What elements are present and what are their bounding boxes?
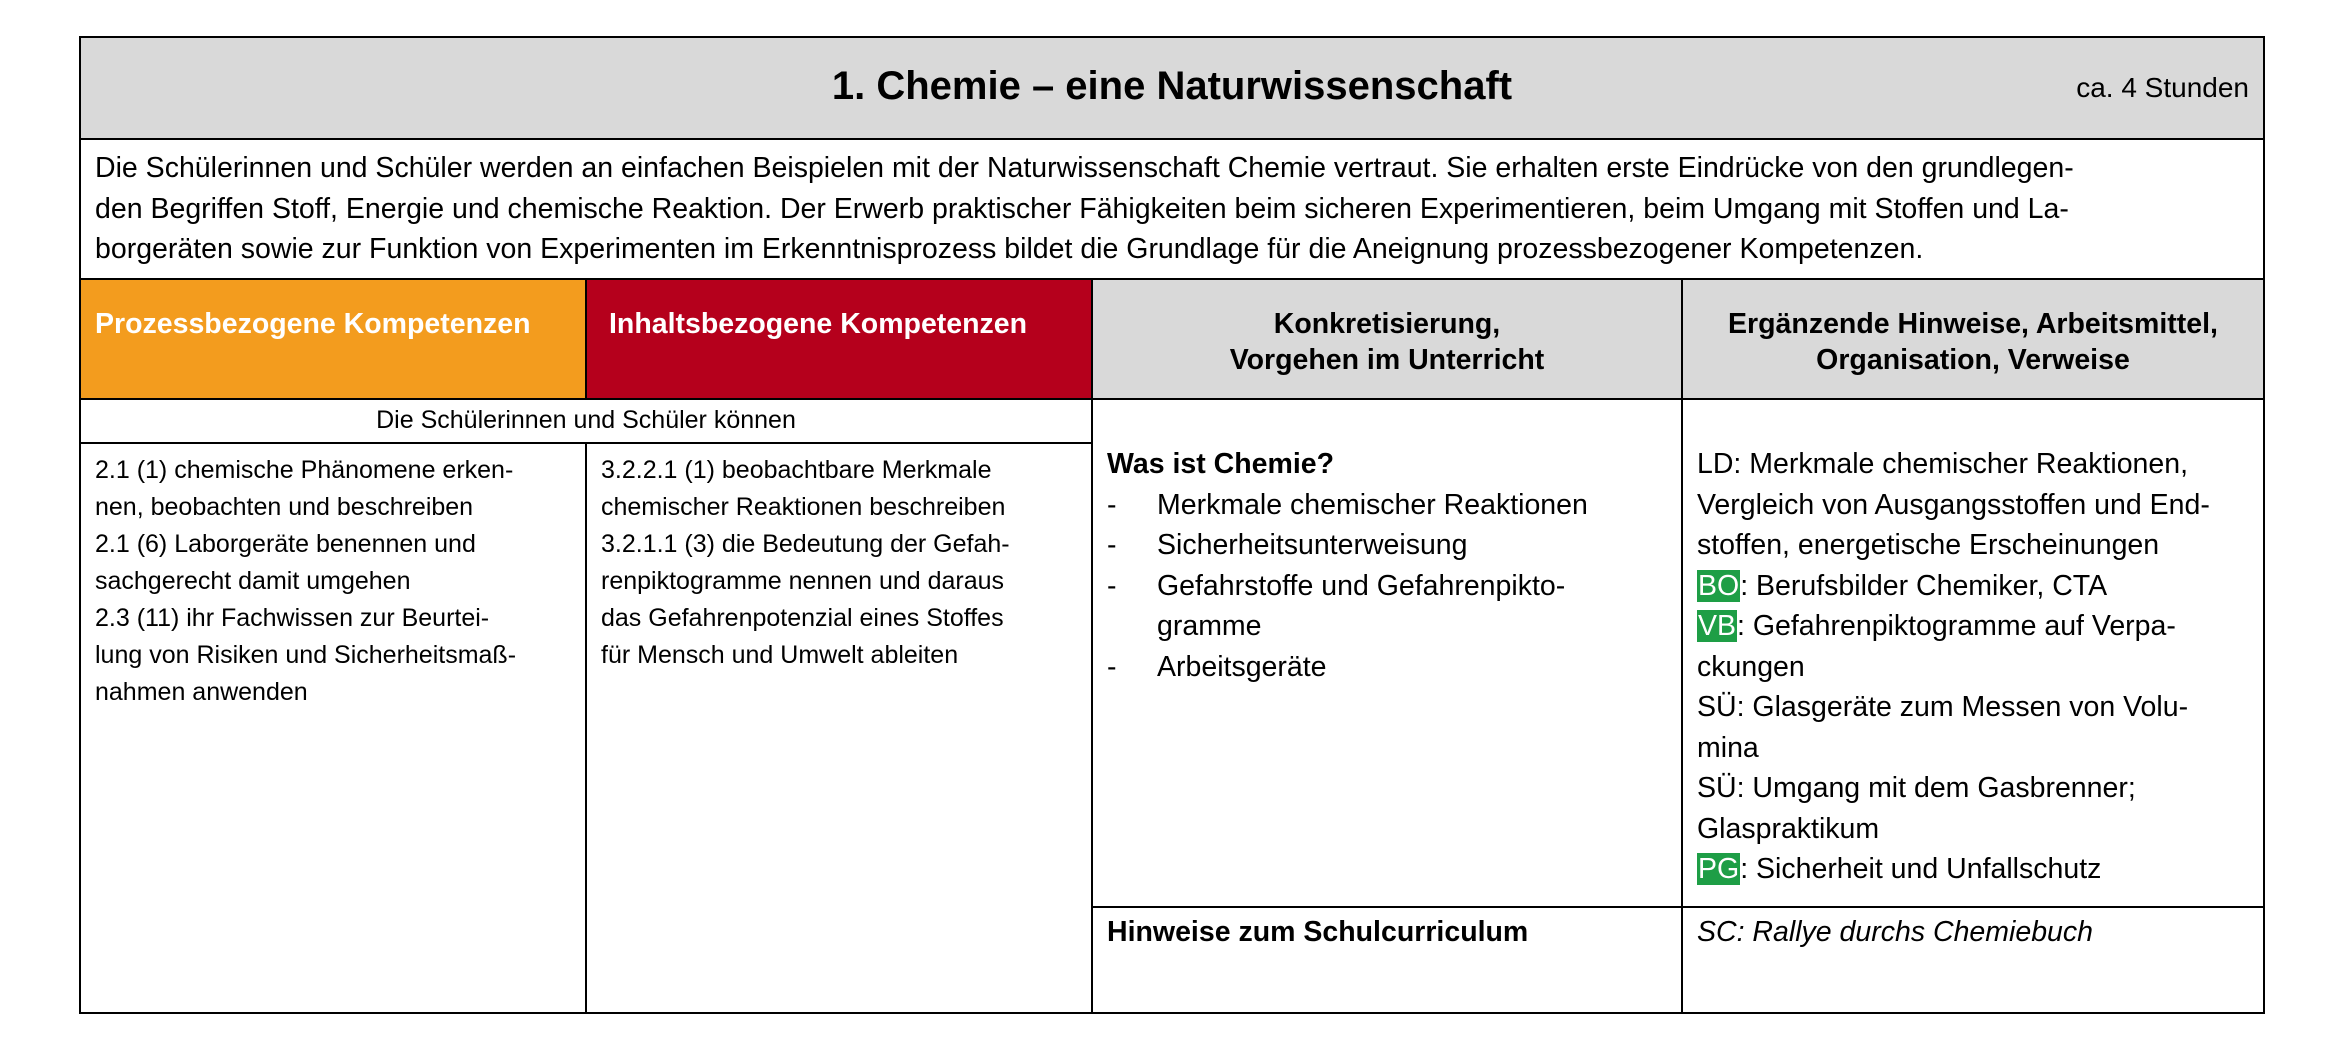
vb-tag: VB: [1698, 610, 1737, 642]
dash-bullet: -: [1107, 529, 1117, 561]
prozess-line: nahmen anwenden: [95, 678, 308, 706]
hinweise-line-bo: [1697, 566, 2263, 607]
unit-title: 1. Chemie – eine Naturwissenschaft: [831, 64, 1513, 108]
hinweise-line: ckungen: [1697, 650, 1805, 683]
prozess-line: sachgerecht damit umgehen: [95, 567, 411, 595]
hinweise-line: SÜ: Umgang mit dem Gasbrenner;: [1697, 772, 2136, 804]
konkret-heading: Was ist Chemie?: [1107, 448, 1334, 480]
prozess-line: 2.1 (1) chemische Phänomene erken-: [95, 456, 514, 484]
konkret-item-text: Arbeitsgeräte: [1157, 650, 1327, 683]
hinweise-line-vb: [1697, 606, 2263, 647]
header-hinweise-line: Organisation, Verweise: [1816, 344, 2130, 376]
hinweise-line: LD: Merkmale chemischer Reaktionen,: [1697, 448, 2189, 480]
inhalt-kompetenzen-cell: [587, 444, 1093, 1014]
hinweise-line: SÜ: Glasgeräte zum Messen von Volu-: [1697, 691, 2189, 723]
students-can-subheader: Die Schülerinnen und Schüler können: [81, 400, 1093, 444]
hinweise-cell: [1683, 400, 2263, 908]
konkret-item: [1107, 525, 1681, 566]
title-row: [81, 38, 2263, 140]
dash-bullet: -: [1107, 650, 1117, 683]
prozess-line: lung von Risiken und Sicherheitsmaß-: [95, 641, 517, 669]
inhalt-line: chemischer Reaktionen beschreiben: [601, 493, 1006, 521]
hinweise-line: Vergleich von Ausgangsstoffen und End-: [1697, 488, 2210, 521]
header-inhaltsbezogene-kompetenzen: Inhaltsbezogene Kompetenzen: [587, 280, 1093, 400]
konkretisierung-cell: [1093, 400, 1683, 908]
hinweise-line: Glaspraktikum: [1697, 812, 1880, 845]
inhalt-line: renpiktogramme nennen und daraus: [601, 567, 1005, 595]
intro-line: den Begriffen Stoff, Energie und chemische Reaktion. Der Erwerb praktischer Fähigkeiten beim sicheren Experimentieren, beim Umgang mit Stoffen und La-: [95, 192, 2069, 225]
inhalt-line: 3.2.1.1 (3) die Bedeutung der Gefah-: [601, 530, 1010, 558]
intro-line: borgeräten sowie zur Funktion von Experimenten im Erkenntnisprozess bildet die Grundlage für die Aneignung prozessbezogener Kompetenzen.: [95, 233, 1924, 265]
prozess-kompetenzen-cell: [81, 444, 587, 1014]
inhalt-line: für Mensch und Umwelt ableiten: [601, 641, 959, 669]
dash-bullet: -: [1107, 569, 1117, 602]
prozess-line: 2.1 (6) Laborgeräte benennen und: [95, 530, 476, 558]
header-prozessbezogene-kompetenzen: Prozessbezogene Kompetenzen: [81, 280, 587, 400]
pg-text: : Sicherheit und Unfallschutz: [1740, 853, 2102, 885]
konkret-item: [1107, 647, 1681, 688]
header-hinweise-line: Ergänzende Hinweise, Arbeitsmittel,: [1728, 308, 2218, 340]
intro-line: Die Schülerinnen und Schüler werden an einfachen Beispielen mit der Naturwissenschaft Chemie vertraut. Sie erhalten erste Eindrücke von den grundlegen-: [95, 152, 2074, 184]
hinweise-line-pg: [1697, 849, 2263, 890]
prozess-line: nen, beobachten und beschreiben: [95, 493, 474, 521]
prozess-line: 2.3 (11) ihr Fachwissen zur Beurtei-: [95, 604, 490, 632]
header-ergaenzende-hinweise: [1683, 280, 2263, 400]
pg-tag: PG: [1698, 853, 1740, 885]
curriculum-table: [79, 36, 2265, 1014]
header-konkretisierung: [1093, 280, 1683, 400]
vb-text: : Gefahrenpiktogramme auf Verpa-: [1737, 610, 2176, 642]
bo-text: : Berufsbilder Chemiker, CTA: [1740, 569, 2108, 602]
bo-tag: BO: [1698, 569, 1740, 602]
konkret-item-text: Merkmale chemischer Reaktionen: [1157, 488, 1588, 521]
schulcurriculum-label: Hinweise zum Schulcurriculum: [1093, 908, 1683, 1014]
header-konkretisierung-line: Vorgehen im Unterricht: [1229, 344, 1545, 376]
header-konkretisierung-line: Konkretisierung,: [1273, 308, 1501, 340]
inhalt-line: 3.2.2.1 (1) beobachtbare Merkmale: [601, 456, 992, 484]
konkret-item-text: Gefahrstoffe und Gefahrenpikto-: [1157, 569, 1566, 602]
konkret-item: [1107, 566, 1681, 607]
konkret-item-text: Sicherheitsunterweisung: [1157, 529, 1468, 561]
schulcurriculum-value: SC: Rallye durchs Chemiebuch: [1697, 916, 2094, 948]
konkret-item-continuation: gramme: [1157, 610, 1262, 642]
dash-bullet: -: [1107, 488, 1117, 521]
hinweise-line: mina: [1697, 731, 1759, 764]
konkret-item: [1107, 485, 1681, 526]
unit-duration: ca. 4 Stunden: [2076, 72, 2249, 103]
intro-text: [81, 140, 2263, 280]
hinweise-line: stoffen, energetische Erscheinungen: [1697, 529, 2160, 561]
inhalt-line: das Gefahrenpotenzial eines Stoffes: [601, 604, 1004, 632]
